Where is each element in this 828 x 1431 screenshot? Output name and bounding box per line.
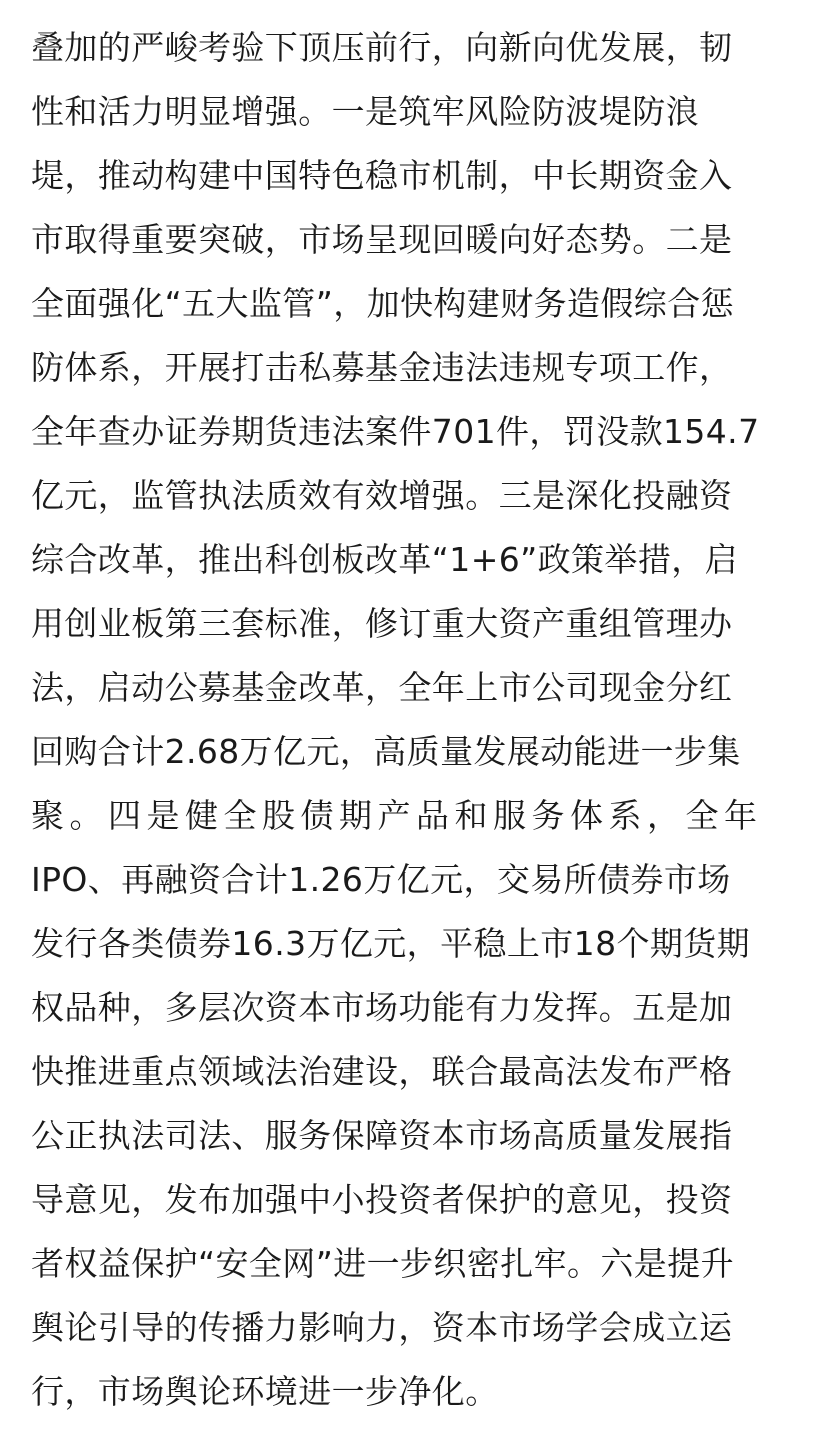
- article-line: 权品种，多层次资本市场功能有力发挥。五是加: [31, 988, 733, 1027]
- article-line: 法，启动公募基金改革，全年上市公司现金分红: [31, 668, 733, 707]
- article-line: 行，市场舆论环境进一步净化。: [31, 1372, 499, 1411]
- article-line: 导意见，发布加强中小投资者保护的意见，投资: [31, 1180, 733, 1219]
- article-line: 市取得重要突破，市场呈现回暖向好态势。二是: [31, 220, 733, 259]
- article-line: 舆论引导的传播力影响力，资本市场学会成立运: [31, 1308, 733, 1347]
- article-line: 快推进重点领域法治建设，联合最高法发布严格: [31, 1052, 733, 1091]
- article-line: IPO、再融资合计1.26万亿元，交易所债券市场: [31, 860, 731, 899]
- article-line: 亿元，监管执法质效有效增强。三是深化投融资: [31, 476, 733, 515]
- article-line: 聚。四是健全股债期产品和服务体系，全年: [31, 796, 763, 835]
- article-line: 者权益保护“安全网”进一步织密扎牢。六是提升: [31, 1244, 734, 1283]
- article-line: 叠加的严峻考验下顶压前行，向新向优发展，韧: [31, 28, 733, 67]
- article-line: 全面强化“五大监管”，加快构建财务造假综合惩: [31, 284, 734, 323]
- article-line: 防体系，开展打击私募基金违法违规专项工作，: [31, 348, 733, 387]
- article-line: 发行各类债券16.3万亿元，平稳上市18个期货期: [31, 924, 751, 963]
- article-line: 公正执法司法、服务保障资本市场高质量发展指: [31, 1116, 733, 1155]
- article-line: 回购合计2.68万亿元，高质量发展动能进一步集: [31, 732, 741, 771]
- article-line: 用创业板第三套标准，修订重大资产重组管理办: [31, 604, 733, 643]
- article-line: 综合改革，推出科创板改革“1+6”政策举措，启: [31, 540, 739, 579]
- article-line: 堤，推动构建中国特色稳市机制，中长期资金入: [31, 156, 733, 195]
- article-line: 性和活力明显增强。一是筑牢风险防波堤防浪: [31, 92, 699, 131]
- article-line: 全年查办证券期货违法案件701件，罚没款154.7: [31, 412, 760, 451]
